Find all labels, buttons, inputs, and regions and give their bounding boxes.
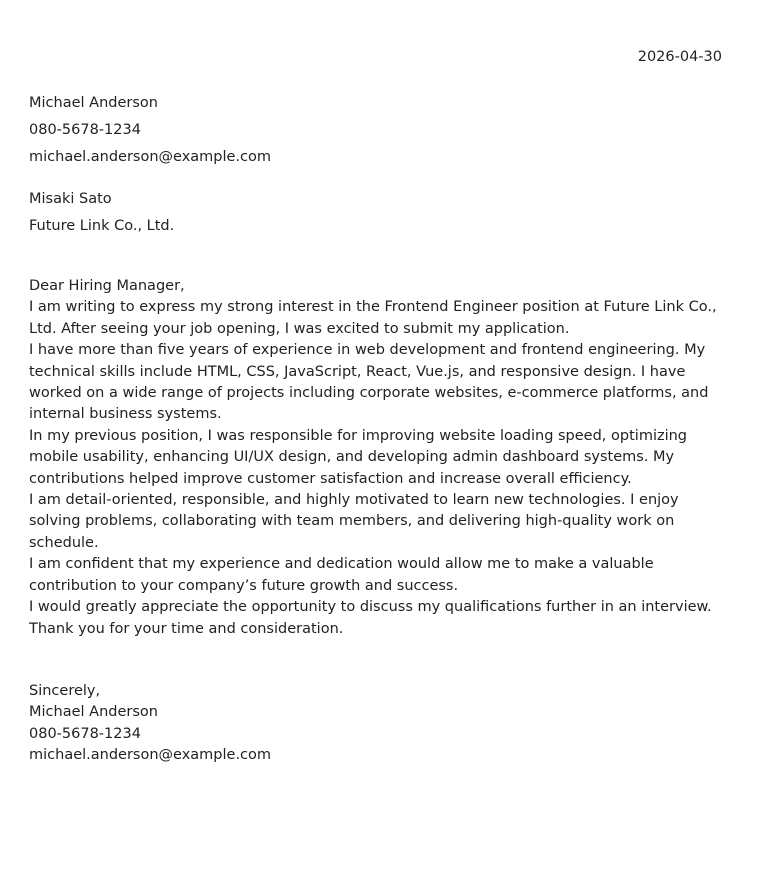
body-paragraph: In my previous position, I was responsible for improving website loading speed, optimizing mobile usability, enhancing UI/UX design, and developing admin dashboard systems. My contributions helped improve customer satisfaction and increase overall efficiency.	[29, 427, 688, 487]
recipient-company: Future Link Co., Ltd.	[29, 218, 175, 234]
body-paragraph: I am writing to express my strong interest in the Frontend Engineer position at Future Link Co., Ltd. After seeing your job opening, I was excited to submit my application.	[29, 299, 717, 337]
body-paragraph: I would greatly appreciate the opportunity to discuss my qualifications further in an interview.	[29, 599, 712, 616]
sender-phone: 080-5678-1234	[29, 122, 141, 138]
valediction: Sincerely,	[29, 683, 101, 699]
letter-body	[29, 276, 729, 640]
sender-name: Michael Anderson	[29, 95, 158, 111]
body-paragraph: I am confident that my experience and dedication would allow me to make a valuable contribution to your company’s future growth and success.	[29, 556, 654, 594]
closing-email: michael.anderson@example.com	[29, 747, 272, 764]
closing-name: Michael Anderson	[29, 704, 158, 721]
closing-block	[29, 681, 271, 767]
body-paragraph: Thank you for your time and consideration.	[29, 620, 344, 637]
letter-date: 2026-04-30	[637, 49, 722, 65]
sender-email: michael.anderson@example.com	[29, 149, 272, 165]
closing-phone: 080-5678-1234	[29, 725, 141, 742]
salutation: Dear Hiring Manager,	[29, 278, 185, 294]
sender-block	[29, 93, 271, 174]
recipient-block	[29, 189, 174, 243]
body-paragraph: I am detail-oriented, responsible, and highly motivated to learn new technologies. I enjoy solving problems, collaborating with team members, and delivering high-quality work on schedule.	[29, 492, 679, 551]
body-paragraph: I have more than five years of experience in web development and frontend engineering. My technical skills include HTML, CSS, JavaScript, React, Vue.js, and responsive design. I have worked on a wide range of projects including corporate websites, e-commerce platforms, and internal business systems.	[29, 342, 709, 423]
recipient-name: Misaki Sato	[29, 191, 112, 207]
